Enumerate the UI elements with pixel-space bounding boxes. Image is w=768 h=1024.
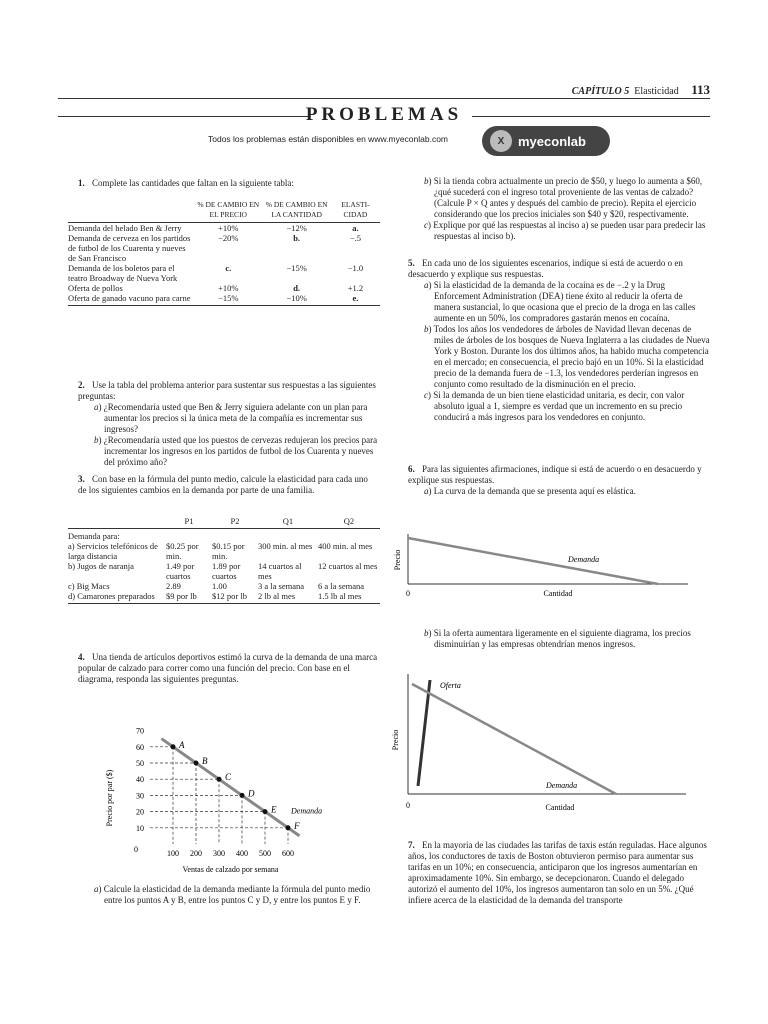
x-tick-label: 600: [282, 849, 294, 858]
data-point: [240, 793, 245, 798]
q3-table: P1 P2 Q1 Q2 Demanda para: a) Servicios telefónicos de larga distancia $0.25 por min. $0.15 por min. 300 min. al mes 400 min. al mes b) Jugos de naranja 1.49 por cuartos 1.89 por cuartos 14 cuartos al mes 12 cuartos al mes c) Big Macs 2.89 1.00 3 a la semana 6 a la semana d) Camarones preparados $9 por lb $12 por lb 2 lb al mes 1.5 lb al mes: [68, 516, 380, 604]
y-tick-label: 60: [136, 742, 144, 752]
demand-line: [408, 538, 658, 584]
chapter-label: CAPÍTULO 5: [571, 86, 630, 97]
q4-continued: [408, 176, 710, 242]
y-tick-label: 70: [136, 726, 144, 736]
point-label: A: [179, 739, 185, 750]
q5-part-a: a) Si la elasticidad de la demanda de la cocaína es de −.2 y la Drug Enforcement Administration (DEA) tiene éxito al reducir la oferta de manera sustancial, lo que ocasiona que el precio de la droga en las calles aumente en un 50%, los compradores gastarán menos en cocaína.: [424, 280, 696, 323]
myeconlab-logo[interactable]: [482, 126, 610, 156]
supply-demand-chart-q6b: [390, 670, 690, 820]
q4-part-b: b) Si la tienda cobra actualmente un precio de $50, y luego lo aumenta a $60, ¿qué sucederá con el ingreso total proveniente de las ventas de calzado? (Calcule P × Q antes y después del cambio de precio). Repita el ejercicio considerando que los precios iniciales son $40 y $20, respectivamente.: [424, 176, 703, 219]
series-label: Demanda: [546, 781, 578, 790]
q1-header-price: % DE CAMBIO EN EL PRECIO: [194, 200, 262, 223]
q1-header-quantity: % DE CAMBIO EN LA CANTIDAD: [262, 200, 330, 223]
question-4: 4. Una tienda de artículos deportivos estimó la curva de la demanda de una marca popular de calzado para correr como una función del precio. Con base en el diagrama, responda las siguientes preguntas.: [78, 652, 378, 684]
supply-line: [418, 680, 430, 786]
point-label: C: [225, 772, 232, 783]
series-label: Oferta: [440, 681, 461, 690]
point-label: B: [202, 756, 208, 766]
origin-label: 0: [406, 589, 410, 598]
q5-part-b: b) Todos los años los vendedores de árboles de Navidad llevan decenas de miles de árboles de los bosques de Nueva Inglaterra a las ciudades de Nueva York y Boston. Durante los dos últimos años, ha habido mucha competencia en el mercado; en consecuencia, el precio bajó en un 10%. Si la elasticidad precio de la demanda fuera de −1.3, los vendedores perderían ingresos en conjunto como resultado de la disminución en el precio.: [424, 324, 710, 389]
x-tick-label: 400: [236, 849, 248, 858]
y-axis-label: Precio: [393, 549, 402, 571]
page-number: 113: [691, 82, 710, 97]
q4-part-c: c) Explique por qué las respuestas al inciso a) se pueden usar para predecir las respuestas al inciso b).: [424, 220, 706, 241]
table-row: Demanda del helado Ben & Jerry +10% −12% a.: [68, 223, 359, 233]
table-row: a) Servicios telefónicos de larga distancia $0.25 por min. $0.15 por min. 300 min. al mes 400 min. al mes: [68, 541, 373, 561]
y-tick-label: 20: [136, 807, 144, 817]
data-point: [217, 777, 222, 782]
running-header: [572, 82, 710, 98]
table-row: c) Big Macs 2.89 1.00 3 a la semana 6 a la semana: [68, 581, 365, 591]
y-axis-label: Precio por par ($): [105, 769, 114, 827]
point-label: F: [294, 820, 300, 831]
question-2: 2. Use la tabla del problema anterior para sustentar sus respuestas a las siguientes preguntas: a) ¿Recomendaría usted que Ben & Jerry siguiera adelante con un plan para aumentar los precios si la única meta de la compañía es incrementar sus ingresos? b) ¿Recomendaría usted que los puestos de cervezas redujeran los precios para incrementar los ingresos en los partidos de futbol de los Cuarenta y nueves del próximo año?: [78, 380, 378, 467]
title-rule-right: [472, 116, 710, 117]
q5-part-c: c) Si la demanda de un bien tiene elasticidad unitaria, es decir, con valor absoluto igual a 1, siempre es verdad que un incremento en su precio conducirá a más ingresos para los vendedores en conjunto.: [424, 390, 685, 422]
x-axis-label: Cantidad: [545, 803, 575, 812]
demand-chart-q4: [100, 712, 360, 882]
availability-note: Todos los problemas están disponibles en www.myeconlab.com: [208, 134, 449, 144]
header-rule: [58, 98, 710, 99]
question-5: 5. En cada uno de los siguientes escenarios, indique si está de acuerdo o en desacuerdo y explique sus respuestas. a) Si la elasticidad de la demanda de la cocaína es de −.2 y la Drug Enforcement Administration (DEA) tiene éxito al reducir la oferta de manera sustancial, lo que ocasiona que el precio de la droga en las calles aumente en un 50%, los compradores gastarán menos en cocaína. b) Todos los años los vendedores de árboles de Navidad llevan decenas de miles de árboles de los bosques de Nueva Inglaterra a las ciudades de Nueva York y Boston. Durante los dos últimos años, ha habido mucha competencia en el mercado; en consecuencia, el precio bajó en un 10%. Si la elasticidad precio de la demanda fuera de −1.3, los vendedores perderían ingresos en conjunto como resultado de la disminución en el precio. c) Si la demanda de un bien tiene elasticidad unitaria, es decir, con valor absoluto igual a 1, siempre es verdad que un incremento en su precio conducirá a más ingresos para los vendedores en conjunto.: [408, 258, 710, 422]
q1-text: Complete las cantidades que faltan en la siguiente tabla:: [92, 178, 294, 188]
demand-line: [412, 684, 616, 794]
point-label: E: [271, 804, 277, 815]
y-axis-label: Precio: [391, 729, 400, 751]
table-row: Demanda de los boletos para el teatro Broadway de Nueva York c. −15% −1.0: [68, 263, 364, 283]
table-row: d) Camarones preparados $9 por lb $12 por lb 2 lb al mes 1.5 lb al mes: [68, 591, 380, 604]
logo-icon: X: [490, 130, 512, 152]
x-tick-label: 300: [213, 849, 225, 858]
demand-chart-q6a: [392, 530, 692, 604]
demand-line: [162, 739, 300, 836]
q3-caption: Demanda para:: [68, 531, 120, 541]
question-7: 7. En la mayoría de las ciudades las tarifas de taxis están reguladas. Hace algunos años, los conductores de taxis de Boston obtuvieron permiso para aumentar sus tarifas en un 10%; en consecuencia, anticiparon que los ingresos aumentarían en aproximadamente 10%. Sin embargo, se decepcionaron. Cuando el delegado autorizó el aumento del 10%, los ingresos aumentaron tan solo en un 5%. ¿Qué infiere acerca de la elasticidad de la demanda del transporte: [408, 840, 707, 905]
table-row: Demanda de cerveza en los partidos de futbol de los Cuarenta y nueves de San Francisco −20% b. −.5: [68, 233, 361, 263]
table-row: Oferta de pollos +10% d. +1.2: [68, 283, 364, 293]
q1-header-elasticity: ELASTI-CIDAD: [331, 200, 380, 223]
x-tick-label: 500: [259, 849, 271, 858]
point-label: D: [248, 788, 255, 799]
question-6: 6. Para las siguientes afirmaciones, indique si está de acuerdo o en desacuerdo y explique sus respuestas. a) La curva de la demanda que se presenta aquí es elástica.: [408, 464, 710, 497]
q2-part-b: b) ¿Recomendaría usted que los puestos de cervezas redujeran los precios para incrementar los ingresos en los partidos de futbol de los Cuarenta y nueves del próximo año?: [94, 435, 378, 467]
data-point: [171, 744, 176, 749]
x-tick-label: 200: [190, 849, 202, 858]
x-axis-label: Ventas de calzado por semana: [182, 865, 279, 874]
table-row: b) Jugos de naranja 1.49 por cuartos 1.89 por cuartos 14 cuartos al mes 12 cuartos al mes: [68, 561, 378, 581]
x-axis-label: Cantidad: [543, 589, 573, 598]
question-3: 3. Con base en la fórmula del punto medio, calcule la elasticidad para cada uno de los siguientes cambios en la demanda por parte de una familia.: [78, 474, 368, 495]
q1-table: [68, 200, 380, 306]
data-point: [286, 825, 291, 830]
q4-part-a: a) Calcule la elasticidad de la demanda mediante la fórmula del punto medio entre los puntos A y B, entre los puntos C y D, y entre los puntos E y F.: [94, 884, 371, 905]
section-title: PROBLEMAS: [305, 104, 463, 125]
table-row: Oferta de ganado vacuno para carne −15% −10% e.: [68, 293, 380, 306]
origin-label: 0: [406, 801, 410, 810]
y-tick-label: 40: [136, 775, 144, 785]
chapter-title: Elasticidad: [634, 86, 679, 97]
series-label: Demanda: [568, 555, 600, 564]
q6-part-a: a) La curva de la demanda que se presenta aquí es elástica.: [424, 486, 636, 496]
q1-number: 1.: [78, 178, 85, 188]
data-point: [263, 809, 268, 814]
question-1: [78, 178, 378, 189]
series-label: Demanda: [291, 806, 323, 816]
logo-text: myeconlab: [518, 133, 586, 149]
q6-part-b: b) Si la oferta aumentara ligeramente en el siguiente diagrama, los precios disminuirían y las empresas obtendrían menos ingresos.: [424, 628, 691, 649]
q2-part-a: a) ¿Recomendaría usted que Ben & Jerry siguiera adelante con un plan para aumentar los precios si la única meta de la compañía es incrementar sus ingresos?: [94, 402, 368, 434]
y-tick-label: 50: [136, 759, 144, 768]
y-tick-label: 30: [136, 791, 144, 801]
origin-label: 0: [134, 845, 138, 854]
x-tick-label: 100: [167, 849, 179, 858]
y-tick-label: 10: [136, 823, 144, 833]
data-point: [194, 761, 199, 766]
title-rule-left: [58, 116, 308, 117]
